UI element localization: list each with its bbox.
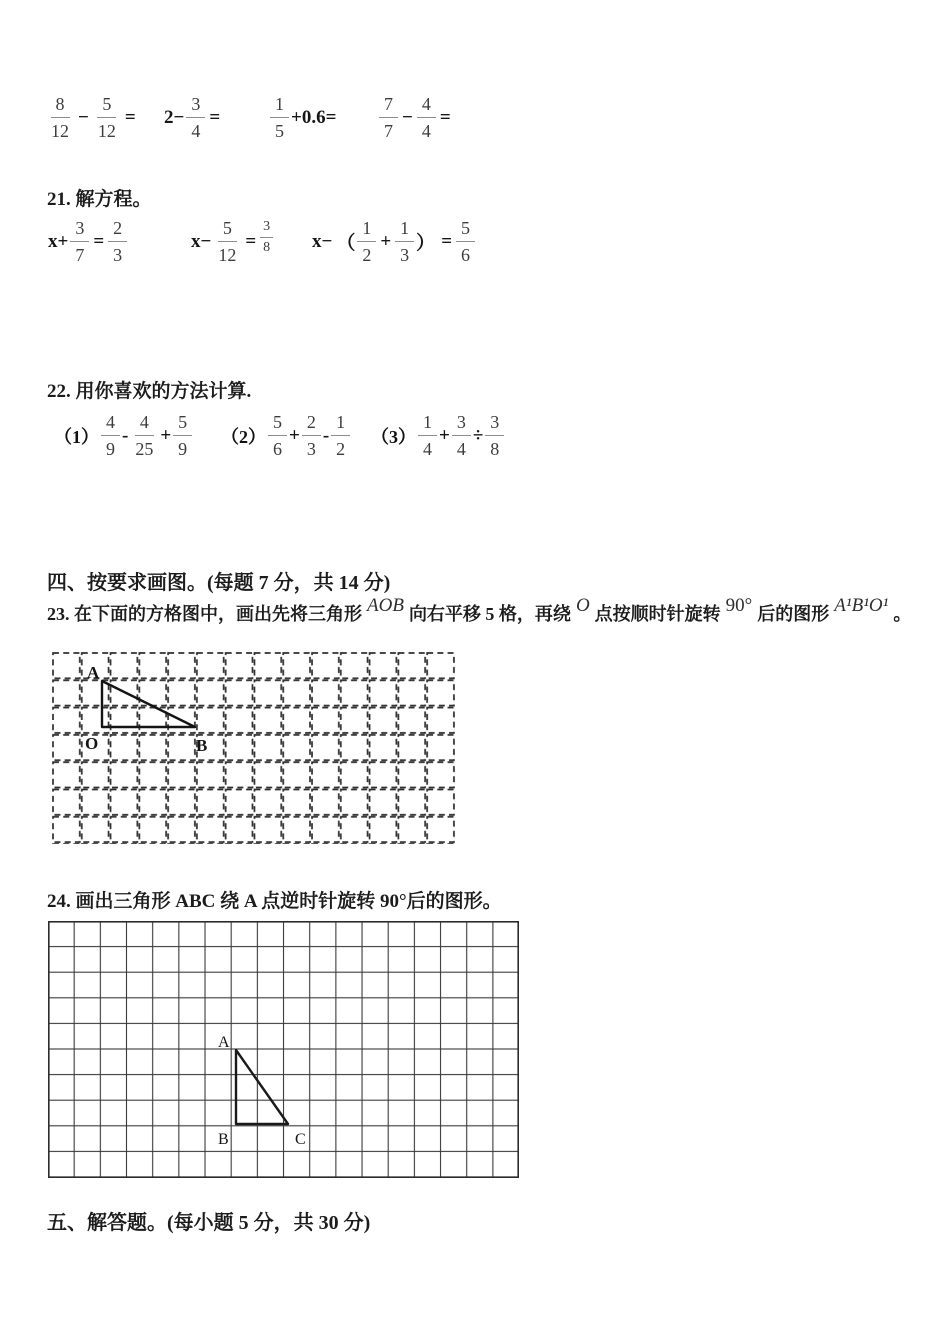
minus-operator: − bbox=[402, 106, 413, 128]
fraction: $\frac{4}{25}$ bbox=[135, 412, 154, 459]
fraction: $\frac{8}{12}$ bbox=[51, 94, 69, 141]
equation-2 bbox=[189, 218, 273, 265]
fraction: $\frac{1}{4}$ bbox=[418, 412, 437, 459]
fraction: $\frac{2}{3}$ bbox=[302, 412, 321, 459]
fraction: $\frac{3}{7}$ bbox=[70, 218, 89, 265]
equals-sign: = bbox=[439, 106, 451, 128]
q23-text-4: 后的图形 bbox=[757, 604, 830, 624]
fraction: $\frac{7}{7}$ bbox=[379, 94, 398, 141]
q23-triangle-name: AOB bbox=[367, 595, 404, 616]
fraction: $\frac{4}{9}$ bbox=[101, 412, 120, 459]
section-5-heading: 五、解答题。(每小题 5 分，共 30 分) bbox=[47, 1212, 371, 1234]
x-plus: x+ bbox=[48, 230, 69, 252]
fraction: $\frac{5}{6}$ bbox=[456, 218, 475, 265]
equation-3 bbox=[310, 218, 475, 265]
q23-text-3: 点按顺时针旋转 bbox=[594, 604, 721, 624]
fraction: $\frac{5}{12}$ bbox=[97, 94, 116, 141]
grid-24-solid bbox=[48, 921, 519, 1178]
fraction: $\frac{1}{2}$ bbox=[357, 218, 376, 265]
fraction: $\frac{1}{2}$ bbox=[331, 412, 350, 459]
oral-expression-4 bbox=[379, 94, 455, 141]
fraction-small: $\frac{3}{8}$ bbox=[260, 219, 273, 256]
oral-expression-1 bbox=[46, 94, 140, 141]
x-minus: x− bbox=[312, 230, 333, 252]
item-number: （3） bbox=[371, 426, 416, 447]
fraction: $\frac{1}{5}$ bbox=[270, 94, 289, 141]
grid-24-cells bbox=[48, 921, 519, 1178]
equals-sign: = bbox=[93, 230, 105, 252]
plus-operator: + bbox=[380, 230, 392, 252]
question-22-label: 22. 用你喜欢的方法计算. bbox=[47, 381, 252, 402]
vertex-label-o: O bbox=[85, 734, 99, 753]
q23-text-2: 向右平移 5 格，再绕 bbox=[408, 604, 571, 624]
fraction: $\frac{1}{3}$ bbox=[395, 218, 414, 265]
open-paren: （ bbox=[336, 233, 356, 254]
equals-sign: = bbox=[209, 106, 221, 128]
fraction: $\frac{5}{12}$ bbox=[218, 218, 237, 265]
q23-point-name: O bbox=[575, 595, 590, 616]
plus-operator: + bbox=[160, 424, 172, 446]
vertex-label-b: B bbox=[218, 1131, 229, 1148]
minus-operator: - bbox=[122, 424, 129, 446]
oral-expression-2 bbox=[162, 94, 224, 141]
fraction: $\frac{2}{3}$ bbox=[108, 218, 127, 265]
minus-operator: − bbox=[78, 106, 89, 128]
vertex-label-b: B bbox=[196, 736, 208, 755]
grid-23-dashed bbox=[52, 652, 455, 844]
divide-operator: ÷ bbox=[472, 424, 484, 446]
item-number: （2） bbox=[221, 426, 266, 447]
equals-sign: = bbox=[441, 230, 453, 252]
integer-and-minus: 2− bbox=[164, 106, 185, 128]
question-24-text: 24. 画出三角形 ABC 绕 A 点逆时针旋转 90°后的图形。 bbox=[47, 891, 502, 912]
question-21-equations bbox=[0, 218, 950, 278]
vertex-label-a: A bbox=[87, 663, 100, 682]
plus-operator: + bbox=[439, 424, 450, 446]
vertex-label-c: C bbox=[295, 1131, 306, 1148]
x-minus: x− bbox=[191, 230, 212, 252]
question-22-items bbox=[0, 412, 950, 472]
equation-1 bbox=[46, 218, 127, 265]
oral-expression-3 bbox=[270, 94, 338, 141]
fraction: $\frac{4}{4}$ bbox=[417, 94, 436, 141]
calc-item-3 bbox=[371, 412, 504, 459]
q23-angle-value: 90° bbox=[725, 595, 753, 616]
equals-sign: = bbox=[245, 230, 257, 252]
vertex-label-a: A bbox=[218, 1034, 230, 1051]
plus-operator: + bbox=[289, 424, 300, 446]
minus-operator: - bbox=[322, 424, 330, 446]
fraction: $\frac{3}{4}$ bbox=[452, 412, 471, 459]
calc-item-2 bbox=[221, 412, 350, 459]
q23-prefix: 23. 在下面的方格图中，画出先将三角形 bbox=[47, 604, 362, 624]
close-paren: ） bbox=[416, 233, 436, 254]
section-4-heading: 四、按要求画图。(每题 7 分，共 14 分) bbox=[47, 572, 391, 594]
fraction: $\frac{5}{6}$ bbox=[268, 412, 287, 459]
question-21-label: 21. 解方程。 bbox=[47, 189, 152, 210]
fraction: $\frac{5}{9}$ bbox=[173, 412, 192, 459]
calc-item-1 bbox=[54, 412, 192, 459]
grid-23-cells bbox=[52, 652, 455, 844]
q23-suffix: 。 bbox=[893, 604, 912, 624]
item-number: （1） bbox=[54, 426, 99, 447]
question-23-text bbox=[47, 595, 912, 626]
plus-decimal-equals: +0.6= bbox=[291, 106, 337, 128]
fraction: $\frac{3}{4}$ bbox=[186, 94, 205, 141]
oral-calculation-row bbox=[0, 94, 950, 150]
q23-result-name: A¹B¹O¹ bbox=[834, 595, 889, 616]
equals-sign: = bbox=[124, 106, 136, 128]
fraction: $\frac{3}{8}$ bbox=[485, 412, 504, 459]
